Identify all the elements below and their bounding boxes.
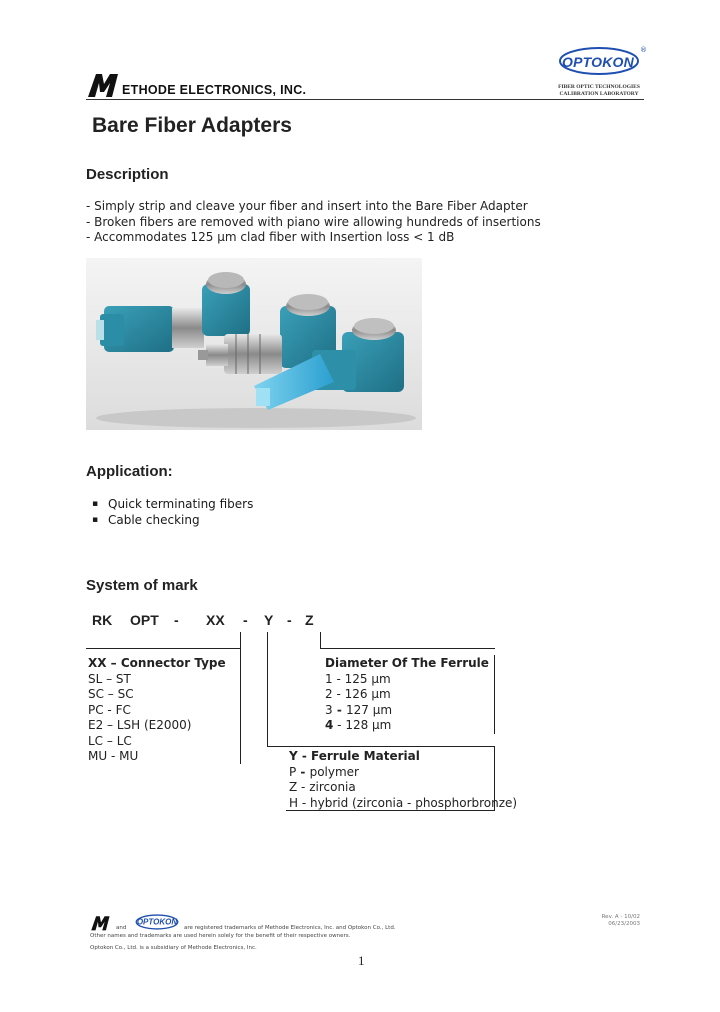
mark-code: [92, 612, 332, 632]
row-code: 3: [325, 702, 333, 717]
optokon-wordmark: OPTOKON: [562, 54, 634, 70]
table-row: E2 – LSH (E2000): [88, 718, 192, 732]
code-part: -: [287, 612, 292, 628]
bullet-icon: ▪: [92, 499, 99, 509]
optokon-small-icon: [134, 914, 180, 930]
optokon-logo: [548, 44, 648, 100]
company-name: ETHODE ELECTRONICS, INC.: [122, 83, 307, 97]
diameter-bracket-right: [494, 655, 495, 734]
application-heading: Application:: [86, 463, 173, 480]
table-row: [289, 796, 517, 812]
footer-line-2: Other names and trademarks are used herein solely for the benefit of their respective owners.: [90, 933, 351, 939]
row-value: 125 µm: [344, 671, 391, 686]
row-code: H: [289, 795, 299, 810]
methode-logo: [86, 72, 326, 102]
row-code: 2: [325, 687, 333, 701]
table-row: [325, 718, 489, 734]
code-part: -: [174, 612, 179, 628]
row-value: 128 µm: [345, 718, 392, 732]
table-row: [325, 687, 489, 703]
system-of-mark-heading: System of mark: [86, 577, 198, 594]
table-row: [325, 672, 489, 688]
connector-type-table: [88, 656, 226, 765]
table-row: [289, 780, 517, 796]
list-item: [92, 497, 253, 513]
row-sep: -: [296, 764, 310, 779]
diameter-connector: [320, 632, 321, 648]
row-value: zirconia: [309, 780, 356, 794]
table-header: Diameter Of The Ferrule: [325, 656, 489, 670]
footer-line-1: are registered trademarks of Methode Electronics, Inc. and Optokon Co., Ltd.: [184, 925, 396, 931]
revision-text: Rev. A - 10/02: [601, 914, 640, 920]
footer: [90, 914, 410, 951]
row-value: 126 µm: [344, 687, 391, 701]
product-photo: [86, 258, 422, 430]
row-sep: -: [298, 795, 310, 810]
bullet-icon: ▪: [92, 514, 99, 525]
row-sep: -: [332, 702, 346, 717]
description-heading: Description: [86, 166, 169, 183]
methode-m-icon: [86, 72, 122, 98]
row-value: 127 µm: [345, 702, 393, 717]
table-row: PC - FC: [88, 702, 131, 717]
code-part: -: [243, 612, 248, 628]
row-value: polymer: [309, 764, 359, 779]
row-code: Z: [289, 780, 298, 794]
row-code: 4: [325, 718, 334, 732]
description-line: - Simply strip and cleave your fiber and insert into the Bare Fiber Adapter: [86, 199, 528, 213]
row-code: 1: [325, 671, 333, 686]
application-list: [92, 497, 253, 528]
table-row: [325, 703, 489, 719]
connector-bracket-right: [240, 632, 241, 764]
list-item: [92, 513, 253, 529]
page-title: Bare Fiber Adapters: [92, 114, 292, 137]
table-row: [289, 765, 517, 781]
list-item-label: Cable checking: [108, 512, 200, 527]
code-part: OPT: [130, 612, 159, 628]
code-part: XX: [206, 612, 225, 628]
optokon-tagline: [550, 84, 648, 98]
diameter-bracket-top: [320, 648, 495, 649]
code-part: Y: [264, 612, 274, 628]
row-code: P: [289, 764, 297, 779]
tagline-line-1: FIBER OPTIC TECHNOLOGIES: [558, 84, 640, 90]
footer-and: and: [116, 925, 127, 931]
diameter-table: [325, 656, 489, 734]
table-row: MU - MU: [88, 749, 139, 763]
row-sep: -: [332, 671, 345, 686]
revision-date: 06/23/2003: [608, 921, 640, 927]
material-table: [289, 749, 517, 811]
tagline-line-2: CALIBRATION LABORATORY: [559, 91, 639, 97]
table-header: Y - Ferrule Material: [289, 749, 420, 763]
table-row: SC – SC: [88, 687, 134, 701]
description-list: [86, 199, 541, 246]
list-item-label: Quick terminating fibers: [108, 497, 254, 511]
description-line: - Accommodates 125 µm clad fiber with Insertion loss < 1 dB: [86, 230, 455, 244]
methode-m-icon: [90, 914, 112, 932]
description-line: - Broken fibers are removed with piano wire allowing hundreds of insertions: [86, 214, 541, 229]
footer-revision: [596, 914, 640, 928]
table-row: SL – ST: [88, 671, 131, 686]
material-bracket-top: [267, 746, 495, 747]
optokon-small-wordmark: OPTOKON: [136, 917, 178, 927]
table-header: XX – Connector Type: [88, 656, 226, 670]
footer-line-3: Optokon Co., Ltd. is a subsidiary of Methode Electronics, Inc.: [90, 945, 257, 951]
row-sep: -: [333, 718, 346, 732]
table-row: LC – LC: [88, 733, 132, 748]
material-connector: [267, 632, 268, 746]
registered-icon: ®: [640, 46, 647, 54]
connector-bracket-top: [86, 648, 241, 649]
code-part: Z: [305, 612, 314, 628]
row-sep: -: [297, 780, 310, 794]
page-number: 1: [358, 953, 365, 968]
row-value: hybrid (zirconia - phosphorbronze): [310, 795, 518, 810]
code-part: RK: [92, 612, 113, 628]
row-sep: -: [332, 687, 345, 701]
